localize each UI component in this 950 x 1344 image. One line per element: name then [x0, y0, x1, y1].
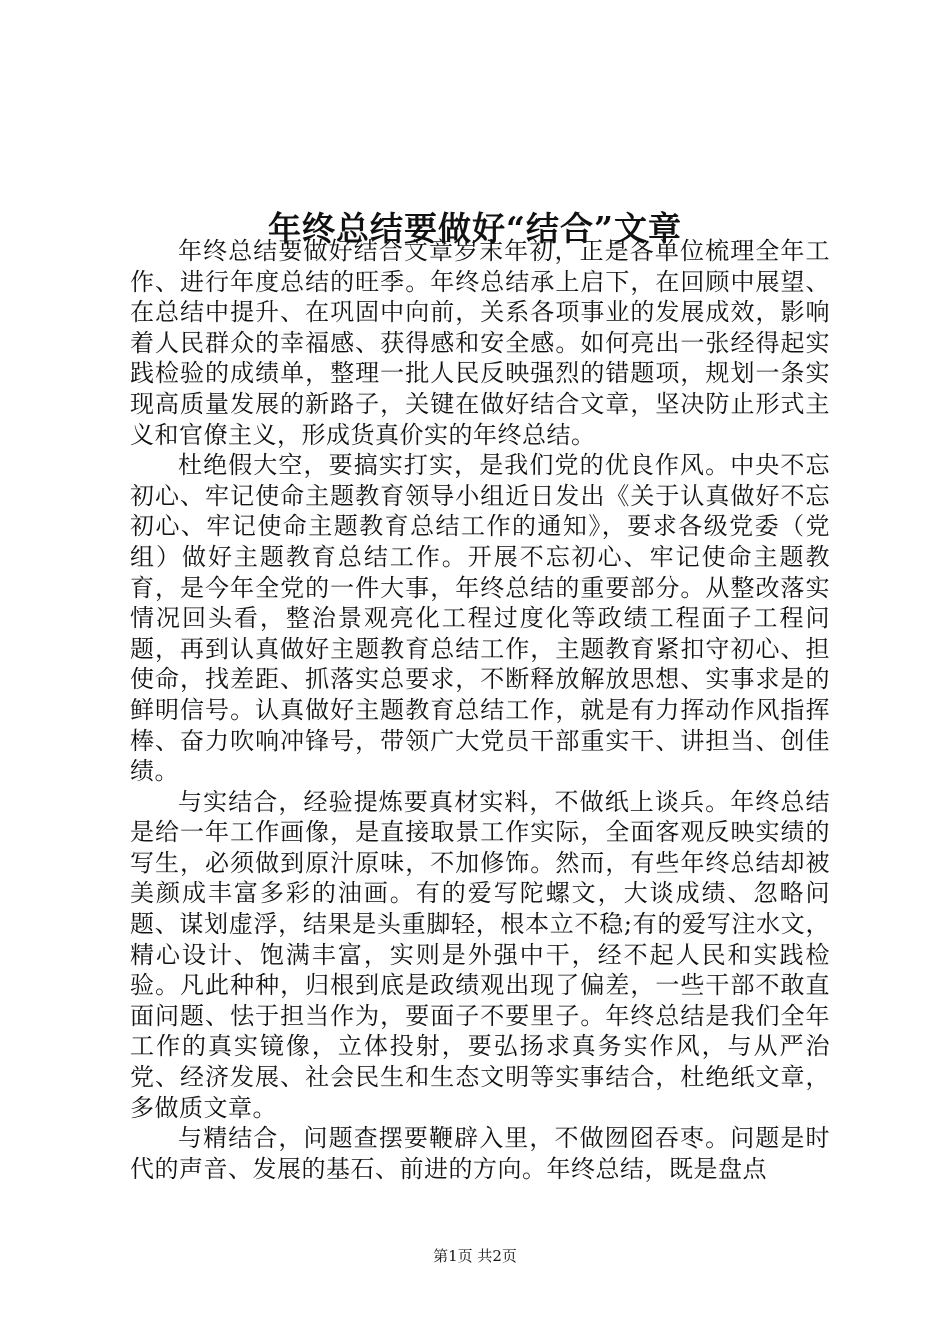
- page-number-footer: 第1页 共2页: [433, 1247, 517, 1265]
- paragraph-1: 年终总结要做好结合文章岁末年初，正是各单位梳理全年工作、进行年度总结的旺季。年终总结承上启下，在回顾中展望、在总结中提升、在巩固中向前，关系各项事业的发展成效，影响着人民群众的幸福感、获得感和安全感。如何亮出一张经得起实践检验的成绩单，整理一批人民反映强烈的错题项，规划一条实现高质量发展的新路子，关键在做好结合文章，坚决防止形式主义和官僚主义，形成货真价实的年终总结。: [130, 237, 830, 449]
- document-body: [130, 236, 830, 1184]
- paragraph-2: 杜绝假大空，要搞实打实，是我们党的优良作风。中央不忘初心、牢记使命主题教育领导小组近日发出《关于认真做好不忘初心、牢记使命主题教育总结工作的通知》，要求各级党委（党组）做好主题教育总结工作。开展不忘初心、牢记使命主题教育，是今年全党的一件大事，年终总结的重要部分。从整改落实情况回头看，整治景观亮化工程过度化等政绩工程面子工程问题，再到认真做好主题教育总结工作，主题教育紧扣守初心、担使命，找差距、抓落实总要求，不断释放解放思想、实事求是的鲜明信号。认真做好主题教育总结工作，就是有力挥动作风指挥棒、奋力吹响冲锋号，带领广大党员干部重实干、讲担当、创佳绩。: [130, 451, 830, 786]
- paragraph-4: 与精结合，问题查摆要鞭辟入里，不做囫囵吞枣。问题是时代的声音、发展的基石、前进的方向。年终总结，既是盘点: [130, 1124, 830, 1183]
- paragraph-3: 与实结合，经验提炼要真材实料，不做纸上谈兵。年终总结是给一年工作画像，是直接取景工作实际，全面客观反映实绩的写生，必须做到原汁原味，不加修饰。然而，有些年终总结却被美颜成丰富多彩的油画。有的爱写陀螺文，大谈成绩、忽略问题、谋划虚浮，结果是头重脚轻，根本立不稳;有的爱写注水文，精心设计、饱满丰富，实则是外强中干，经不起人民和实践检验。凡此种种，归根到底是政绩观出现了偏差，一些干部不敢直面问题、怯于担当作为，要面子不要里子。年终总结是我们全年工作的真实镜像，立体投射，要弘扬求真务实作风，与从严治党、经济发展、社会民生和生态文明等实事结合，杜绝纸文章，多做质文章。: [130, 787, 830, 1122]
- document-title: 年终总结要做好“结合”文章: [268, 209, 682, 249]
